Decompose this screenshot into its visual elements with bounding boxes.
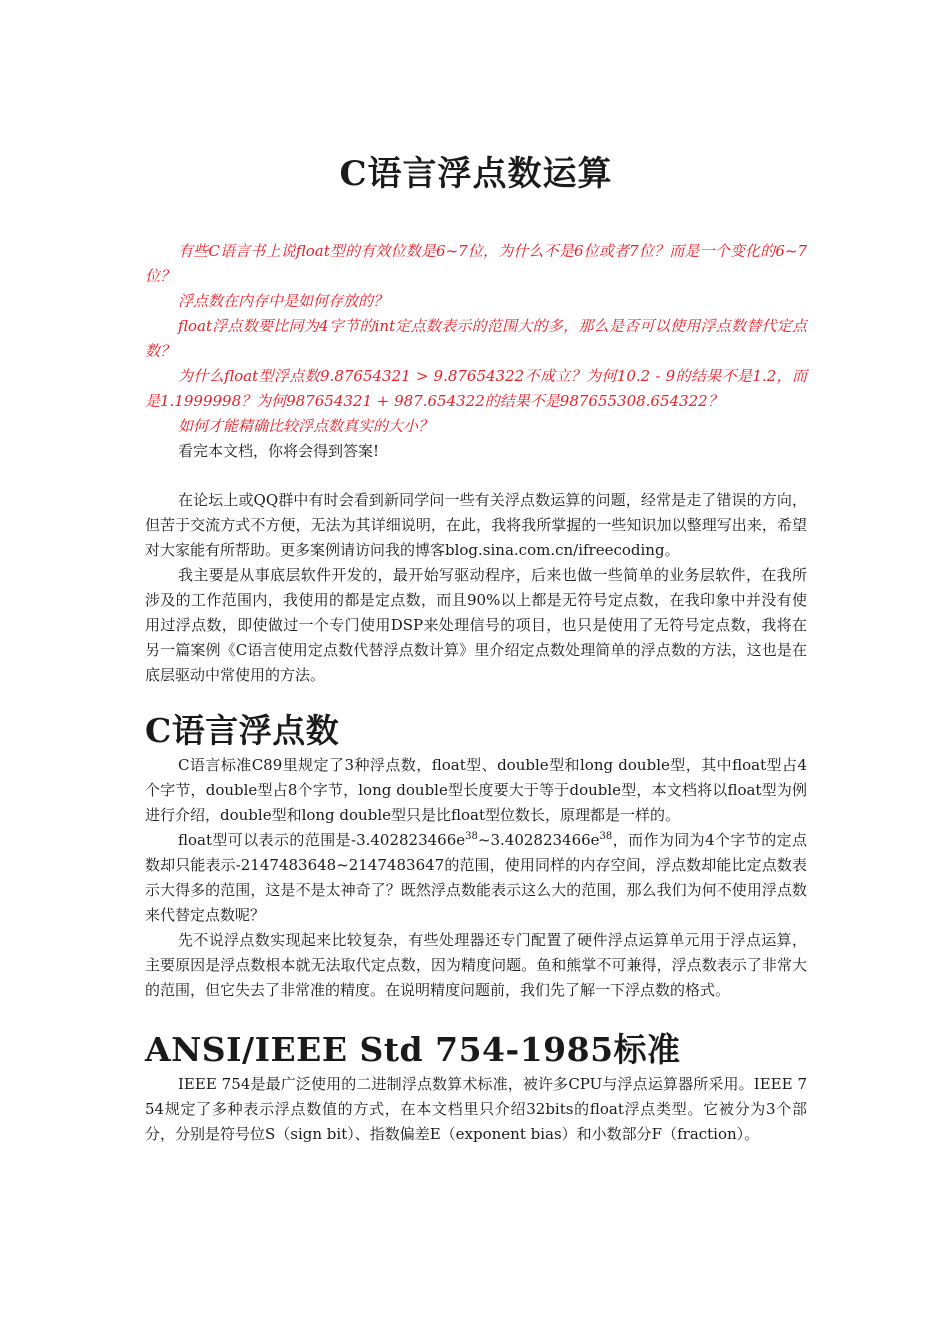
preface-paragraph: 我主要是从事底层软件开发的，最开始写驱动程序，后来也做一些简单的业务层软件，在我所涉及的工作范围内，我使用的都是定点数，而且90%以上都是无符号定点数，在我印象中并没有使用过浮点数，即使做过一个专门使用DSP来处理信号的项目，也只是使用了无符号定点数，我将在另一篇案例《C语言使用定点数代替浮点数计算》里介绍定点数处理简单的浮点数的方法，这也是在底层驱动中常使用的方法。 xyxy=(145,565,807,684)
document-title: C语言浮点数运算 xyxy=(339,154,613,194)
section-paragraph-range xyxy=(145,828,807,928)
exponent-superscript: 38 xyxy=(465,831,478,843)
range-text-mid: ~3.402823466e xyxy=(477,831,600,850)
intro-question: 浮点数在内存中是如何存放的？ xyxy=(178,291,389,310)
section-heading-ieee754: ANSI/IEEE Std 754-1985标准 xyxy=(145,1030,681,1070)
intro-question: 为什么float型浮点数9.87654321 > 9.87654322不成立？为何10.2 - 9的结果不是1.2，而是1.1999998？为何987654321 + 987.654322的结果不是987655308.654322？ xyxy=(145,366,807,410)
section-paragraph: 先不说浮点数实现起来比较复杂，有些处理器还专门配置了硬件浮点运算单元用于浮点运算，主要原因是浮点数根本就无法取代定点数，因为精度问题。鱼和熊掌不可兼得，浮点数表示了非常大的范围，但它失去了非常准的精度。在说明精度问题前，我们先了解一下浮点数的格式。 xyxy=(145,931,807,1000)
range-text-post: ，而作为同为4个字节的定点数却只能表示-2147483648~2147483647的范围，使用同样的内存空间，浮点数却能比定点数表示大得多的范围，这是不是太神奇了？既然浮点数能表示这么大的范围，那么我们为何不使用浮点数来代替定点数呢？ xyxy=(145,831,808,925)
section-heading-c-float: C语言浮点数 xyxy=(145,710,340,750)
section-paragraph: IEEE 754是最广泛使用的二进制浮点数算术标准，被许多CPU与浮点运算器所采用。IEEE 754规定了多种表示浮点数值的方式，在本文档里只介绍32bits的float浮点类型。它被分为3个部分，分别是符号位S（sign bit）、指数偏差E（exponent bias）和小数部分F（fraction）。 xyxy=(145,1075,807,1144)
document-page xyxy=(145,140,807,1147)
preface xyxy=(145,488,807,688)
intro-questions xyxy=(145,239,807,464)
section-c-float-body xyxy=(145,753,807,1003)
intro-question: 如何才能精确比较浮点数真实的大小？ xyxy=(178,416,434,435)
preface-paragraph: 在论坛上或QQ群中有时会看到新同学问一些有关浮点数运算的问题，经常是走了错误的方向，但苦于交流方式不方便，无法为其详细说明，在此，我将我所掌握的一些知识加以整理写出来，希望对大家能有所帮助。更多案例请访问我的博客blog.sina.com.cn/ifreecoding。 xyxy=(145,490,807,559)
intro-question: 有些C语言书上说float型的有效位数是6~7位，为什么不是6位或者7位？而是一个变化的6~7位？ xyxy=(145,241,807,285)
exponent-superscript: 38 xyxy=(599,831,613,843)
intro-closing: 看完本文档，你将会得到答案! xyxy=(178,441,380,460)
range-text-pre: float型可以表示的范围是-3.402823466e xyxy=(178,831,466,850)
intro-question: float浮点数要比同为4字节的int定点数表示的范围大的多，那么是否可以使用浮点数替代定点数？ xyxy=(145,316,807,360)
section-ieee754-body xyxy=(145,1072,807,1147)
section-paragraph: C语言标准C89里规定了3种浮点数，float型、double型和long double型，其中float型占4个字节，double型占8个字节，long double型长度要大于等于double型，本文档将以float型为例进行介绍，double型和long double型只是比float型位数长，原理都是一样的。 xyxy=(145,756,807,825)
spacer xyxy=(145,464,807,488)
